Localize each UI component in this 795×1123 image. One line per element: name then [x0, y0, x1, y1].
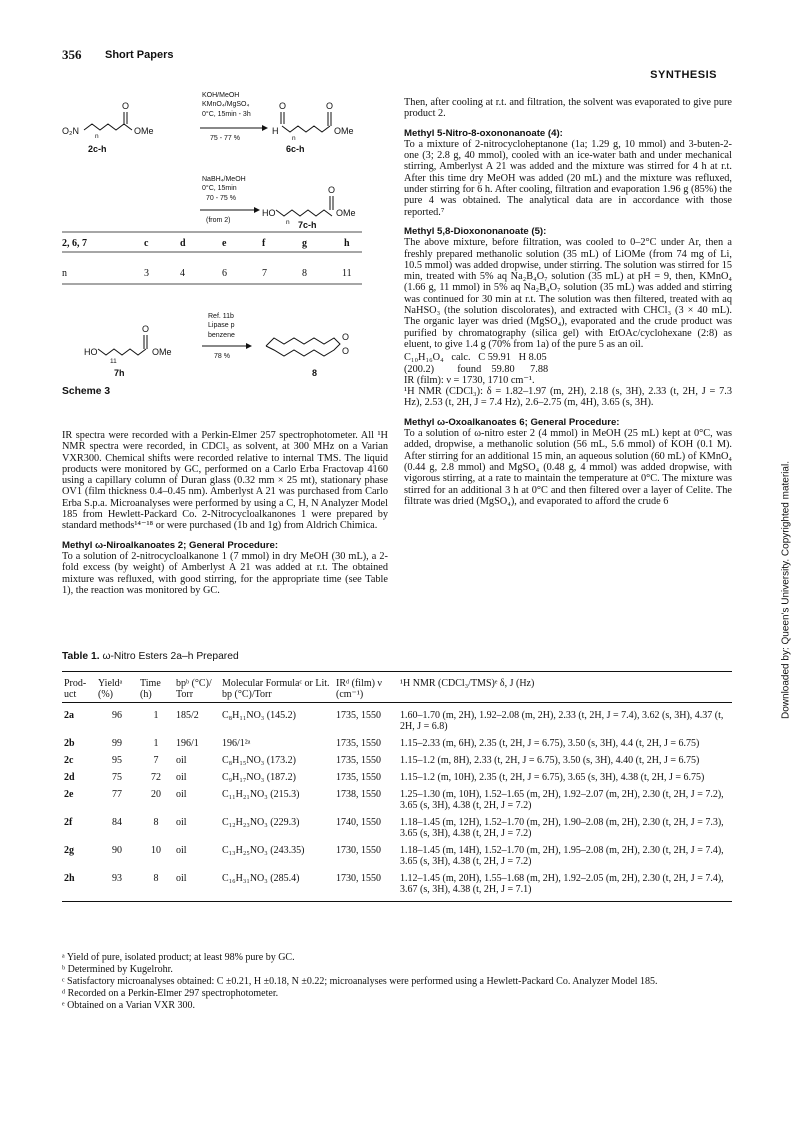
table-cell: 20 [151, 789, 161, 800]
scheme-label: Scheme 3 [62, 386, 111, 397]
svg-text:g: g [302, 238, 307, 249]
svg-text:6: 6 [222, 268, 227, 279]
table-cell: 1738, 1550 [336, 789, 381, 800]
left-column [62, 430, 388, 596]
nmr-data: ¹H NMR (CDCl₃): δ = 1.82–1.97 (m, 2H), 2.18 (s, 3H), 2.33 (t, 2H, J = 7.3 Hz), 2.53 (t, 2H, J = 7.4 Hz), 2.6–2.75 (m, 4H), 3.65 (s, 3H). [404, 386, 732, 409]
col-header: Yieldᵃ (%) [96, 672, 138, 703]
reaction-arrow-2 [200, 176, 260, 224]
table-row [62, 813, 732, 841]
compound-7h-structure [84, 324, 172, 378]
analysis-line: C₁₀H₁₆O₄ calc. C 59.91 H 8.05 [404, 352, 547, 364]
table-cell: 72 [151, 772, 161, 783]
svg-text:h: h [344, 238, 350, 249]
table-nitro-esters [62, 671, 732, 902]
reagent: benzene [208, 332, 235, 339]
table-cell: 1.15–2.33 (m, 6H), 2.35 (t, 2H, J = 6.75), 3.50 (s, 3H), 4.4 (t, 2H, J = 6.75) [400, 738, 700, 749]
reagent: 0°C, 15min - 3h [202, 111, 251, 118]
table-cell: C₉H₁₇NO₃ (187.2) [222, 772, 296, 783]
table-cell: 1735, 1550 [336, 755, 381, 766]
scheme-row-compounds [62, 238, 350, 249]
table-row [62, 734, 732, 751]
table-cell: 84 [112, 817, 122, 828]
paragraph: To a solution of ω-nitro ester 2 (4 mmol) in MeOH (25 mL) kept at 0°C, was added, dropwise, a methanolic solution (56 mL, 5.6 mmol) of KOH (0.1 M). After stirring for an additional 15 min, an aqueous solution (60 mL) of KMnO₄ (0.44 g, 2.8 mmol) and MgSO₄ (0.48 g, 4 mmol) was added dropwise, with vigorous stirring, at a rate to maintain the temperature at 0°C. The mixture was stirred for an additional 3 h at 0°C and then filtered over a layer of Celite. The filtrate was dried (MgSO₄), and evaporated to afford the crude 6 [404, 428, 732, 507]
table-footnotes [62, 952, 732, 1012]
svg-text:11: 11 [342, 268, 352, 279]
table-cell: 185/2 [176, 710, 199, 721]
reagent: 70 - 75 % [206, 195, 236, 202]
table-cell: C₁₆H₃₁NO₃ (285.4) [220, 869, 334, 902]
svg-text:HO: HO [262, 208, 276, 218]
analysis-line: (200.2) found 59.80 7.88 [404, 363, 549, 375]
section-title: Short Papers [105, 49, 174, 61]
table-cell: 2d [64, 772, 75, 783]
svg-text:OMe: OMe [334, 126, 354, 136]
svg-text:f: f [262, 238, 266, 249]
footnote: ᵈ Recorded on a Perkin-Elmer 297 spectrophotometer. [62, 988, 279, 999]
svg-text:HO: HO [84, 347, 98, 357]
table-cell: 2f [64, 817, 73, 828]
section-heading: Methyl 5-Nitro-8-oxononanoate (4): [404, 127, 563, 139]
table-cell: 75 [112, 772, 122, 783]
journal-name: SYNTHESIS [650, 69, 717, 81]
svg-text:7: 7 [262, 268, 267, 279]
svg-text:n: n [95, 133, 99, 140]
compound-label-7h: 7h [114, 368, 125, 378]
svg-text:O: O [142, 324, 150, 334]
reaction-arrow-1 [200, 92, 268, 142]
table-cell: 1735, 1550 [336, 772, 381, 783]
table-row [62, 785, 732, 813]
compound-label-8: 8 [312, 368, 318, 378]
col-header: IRᵈ (film) ν (cm⁻¹) [334, 672, 398, 703]
table-cell: oil [176, 817, 187, 828]
table-cell: 1.18–1.45 (m, 14H), 1.52–1.70 (m, 2H), 1.95–2.08 (m, 2H), 2.30 (t, 2H, J = 7.4), 3.65 (s, 3H), 4.38 (t, 2H, J = 7.2) [400, 845, 724, 867]
svg-text:3: 3 [144, 268, 149, 279]
svg-text:d: d [180, 238, 186, 249]
reaction-arrow-3 [202, 313, 252, 360]
col-header: ¹H NMR (CDCl₃/TMS)ᵉ δ, J (Hz) [398, 672, 732, 703]
table-cell: oil [174, 869, 220, 902]
table-header-row [62, 672, 732, 703]
svg-text:n: n [292, 135, 296, 142]
compound-label-7: 7c-h [298, 220, 317, 230]
table-cell: 1 [153, 710, 159, 721]
table-cell: 1.18–1.45 (m, 12H), 1.52–1.70 (m, 2H), 1.90–2.08 (m, 2H), 2.30 (t, 2H, J = 7.3), 3.65 (s, 3H), 4.38 (t, 2H, J = 7.2) [400, 817, 724, 839]
footnote: ᵃ Yield of pure, isolated product; at least 98% pure by GC. [62, 952, 295, 963]
svg-text:11: 11 [110, 358, 117, 365]
table-cell: oil [176, 755, 187, 766]
download-watermark: Downloaded by: Queen's University. Copyrighted material. [780, 461, 792, 719]
paragraph: To a solution of 2-nitrocycloalkanone 1 (7 mmol) in dry MeOH (30 mL), a 2-fold excess (by weight) of Amberlyst A 21 was added at r.t. The obtained mixture was refluxed, with good stirring, for the appropriate time (see Table 1), the reaction was monitored by GC. [62, 550, 388, 596]
table-cell: 1730, 1550 [336, 845, 381, 856]
table-cell: 77 [112, 789, 122, 800]
svg-text:2, 6, 7: 2, 6, 7 [62, 238, 87, 249]
table-row [62, 768, 732, 785]
col-header: bpᵇ (°C)/ Torr [174, 672, 220, 703]
svg-text:O: O [279, 101, 287, 111]
ir-data: IR (film): ν = 1730, 1710 cm⁻¹. [404, 374, 535, 386]
svg-text:O: O [342, 332, 350, 342]
svg-text:H: H [272, 126, 279, 136]
svg-text:OMe: OMe [152, 347, 172, 357]
svg-text:c: c [144, 238, 149, 249]
paragraph: Then, after cooling at r.t. and filtration, the solvent was evaporated to give pure product 2. [404, 97, 732, 120]
table-cell: 2c [64, 755, 74, 766]
table-cell: 1735, 1550 [336, 738, 381, 749]
table-cell: C₁₁H₂₁NO₃ (215.3) [222, 789, 300, 800]
table-cell: 95 [112, 755, 122, 766]
svg-text:O: O [122, 101, 130, 111]
reagent: 0°C, 15min [202, 185, 237, 192]
table-cell: 96 [112, 710, 122, 721]
table-row [62, 869, 732, 902]
section-heading: Methyl 5,8-Dioxononanoate (5): [404, 225, 547, 237]
compound-2-structure [62, 101, 154, 154]
reagent: NaBH₄/MeOH [202, 176, 246, 183]
table-cell: 2h [62, 869, 96, 902]
svg-text:OMe: OMe [134, 126, 154, 136]
compound-6-structure [272, 101, 354, 154]
svg-text:4: 4 [180, 268, 185, 279]
table-cell: 90 [112, 845, 122, 856]
table-cell: 1735, 1550 [336, 710, 381, 721]
svg-text:8: 8 [302, 268, 307, 279]
table-cell: 1 [153, 738, 159, 749]
compound-label-6: 6c-h [286, 144, 305, 154]
table-cell: 196/1 [176, 738, 199, 749]
scheme-diagram [62, 92, 380, 402]
table-cell: 1.15–1.2 (m, 8H), 2.33 (t, 2H, J = 6.75), 3.50 (s, 3H), 4.40 (t, 2H, J = 6.75) [400, 755, 700, 766]
svg-text:OMe: OMe [336, 208, 356, 218]
table-cell: 8 [153, 817, 159, 828]
table-cell: 1.12–1.45 (m, 20H), 1.55–1.68 (m, 2H), 1.92–2.05 (m, 2H), 2.30 (t, 2H, J = 7.4), 3.67 (s, 3H), 4.38 (t, 2H, J = 7.1) [398, 869, 732, 902]
table-cell: 1.15–1.2 (m, 10H), 2.35 (t, 2H, J = 6.75), 3.65 (s, 3H), 4.38 (t, 2H, J = 6.75) [400, 772, 705, 783]
svg-text:O: O [326, 101, 334, 111]
reagent: 78 % [214, 353, 230, 360]
table-cell: oil [176, 789, 187, 800]
svg-text:O₂N: O₂N [62, 126, 79, 136]
table-cell: 10 [151, 845, 161, 856]
table-cell: 1.60–1.70 (m, 2H), 1.92–2.08 (m, 2H), 2.33 (t, 2H, J = 7.4), 3.62 (s, 3H), 4.37 (t, 2H, J = 6.8) [400, 710, 724, 732]
page-number: 356 [62, 47, 82, 62]
section-heading: Methyl ω-Niroalkanoates 2; General Procedure: [62, 539, 279, 551]
compound-8-structure [266, 332, 349, 378]
footnote: ᵉ Obtained on a Varian VXR 300. [62, 1000, 196, 1011]
reagent: 75 - 77 % [210, 135, 240, 142]
footnote: ᵇ Determined by Kugelrohr. [62, 964, 173, 975]
table-row [62, 841, 732, 869]
compound-7-structure [262, 185, 356, 230]
reagent: KOH/MeOH [202, 92, 240, 99]
table-cell: 1730, 1550 [334, 869, 398, 902]
table-cell: 93 [96, 869, 138, 902]
svg-text:O: O [328, 185, 336, 195]
col-header: Time (h) [138, 672, 174, 703]
svg-text:e: e [222, 238, 227, 249]
table-cell: 2e [64, 789, 74, 800]
table-cell: 196/1²ᵃ [222, 738, 251, 749]
reagent: Lipase p [208, 322, 235, 329]
table-cell: 1740, 1550 [336, 817, 381, 828]
table-cell: 2b [64, 738, 75, 749]
footnote: ᶜ Satisfactory microanalyses obtained: C ±0.21, H ±0.18, N ±0.22; microanalyses were performed using a Hewlett-Packard Co. Analyzer Model 185. [62, 976, 658, 987]
table-cell: 1.25–1.30 (m, 10H), 1.52–1.65 (m, 2H), 1.92–2.07 (m, 2H), 2.30 (t, 2H, J = 7.2), 3.65 (s, 3H), 4.38 (t, 2H, J = 7.2) [400, 789, 724, 811]
table-cell: C₁₃H₂₅NO₃ (243.35) [222, 845, 305, 856]
scheme-row-n [62, 268, 352, 279]
right-column [404, 97, 732, 507]
col-header: Molecular Formulaᶜ or Lit. bp (°C)/Torr [220, 672, 334, 703]
svg-text:n: n [286, 219, 290, 226]
paragraph: To a mixture of 2-nitrocycloheptanone (1a; 1.29 g, 10 mmol) and 3-buten-2-one (3; 2.8 g, 40 mmol), cooled with an ice-water bath and under mechanical stirring, Amberlyst A 21 was added and the mixture was stirred for 4 h at r.t. After this time dry MeOH was added (20 mL) and the mixture was refluxed, under stirring for 6 h. After cooling, filtration and evaporation 1.96 g (85%) the pure 4 was obtained. The analytical data are in accordance with those reported.⁷ [404, 138, 732, 218]
paragraph: The above mixture, before filtration, was cooled to 0–2°C under Ar, then a freshly prepared methanolic solution (35 mL) of LiOMe (from 74 mg of Li, 10.5 mmol) was added dropwise, under stirring. The solution was stirred for 15 min, treated with 5% aq Na₂B₄O₇ solution (35 mL) at pH = 9, then, KMnO₄ (1.66 g, 11 mmol) in 5% aq Na₂B₄O₇ solution (35 mL) was added and stirring was continued for 30 min at r.t. The solution was then filtered, treated with aq NaHSO₃ (the solution discolorates), and extracted with CHCl₃ (3 × 40 mL). The organic layer was dried (MgSO₄), evaporated and the crude product was purified by chromatography (silica gel) with EtOAc/cyclohexane (2:8) as eluent, to give 1.4 g (70% from 1a) of the pure 5 as an oil. [404, 237, 732, 350]
reagent: Ref. 11b [208, 313, 234, 320]
table-title: Table 1. ω-Nitro Esters 2a–h Prepared [62, 651, 239, 662]
table-cell: C₈H₁₁NO₃ (145.2) [222, 710, 296, 721]
table-cell: C₁₂H₂₃NO₃ (229.3) [222, 817, 300, 828]
svg-text:O: O [342, 346, 350, 356]
paragraph: IR spectra were recorded with a Perkin-Elmer 257 spectrophotometer. All ¹H NMR spectra were recorded, in CDCl₃ as solvent, at 300 MHz on a Varian VXR300. Chemical shifts were recorded relative to internal TMS. The liquid products were monitored by GC, performed on a Carlo Erba Fractovap 4160 using a capillary column of Duran glass (0.32 mm × 25 mt), stationary phase OV1 (film thickness 0.4–0.45 nm). Amberlyst A 21 was purchased from Carlo Erba S.p.a. Microanalyses were performed by using a C, H, N Analyzer Model 185 from Hewlett-Packard Co. 2-Nitrocycloalkanones 1 were prepared by standard methods¹⁴⁻¹⁸ or were purchased (1b and 1g) from Aldrich Chimica. [62, 430, 388, 532]
table-cell: 2g [64, 845, 74, 856]
table-row [62, 703, 732, 735]
table-row [62, 751, 732, 768]
section-heading: Methyl ω-Oxoalkanoates 6; General Procedure: [404, 416, 620, 428]
table-cell: oil [176, 845, 187, 856]
table-cell: 7 [153, 755, 159, 766]
compound-label-2: 2c-h [88, 144, 107, 154]
svg-text:n: n [62, 268, 67, 279]
table-cell: 8 [138, 869, 174, 902]
table-cell: C₈H₁₅NO₃ (173.2) [222, 755, 296, 766]
table-cell: 2a [64, 710, 74, 721]
table-cell: oil [176, 772, 187, 783]
reagent: KMnO₄/MgSO₄ [202, 101, 250, 108]
reagent: (from 2) [206, 217, 231, 224]
col-header: Prod- uct [62, 672, 96, 703]
table-cell: 99 [112, 738, 122, 749]
